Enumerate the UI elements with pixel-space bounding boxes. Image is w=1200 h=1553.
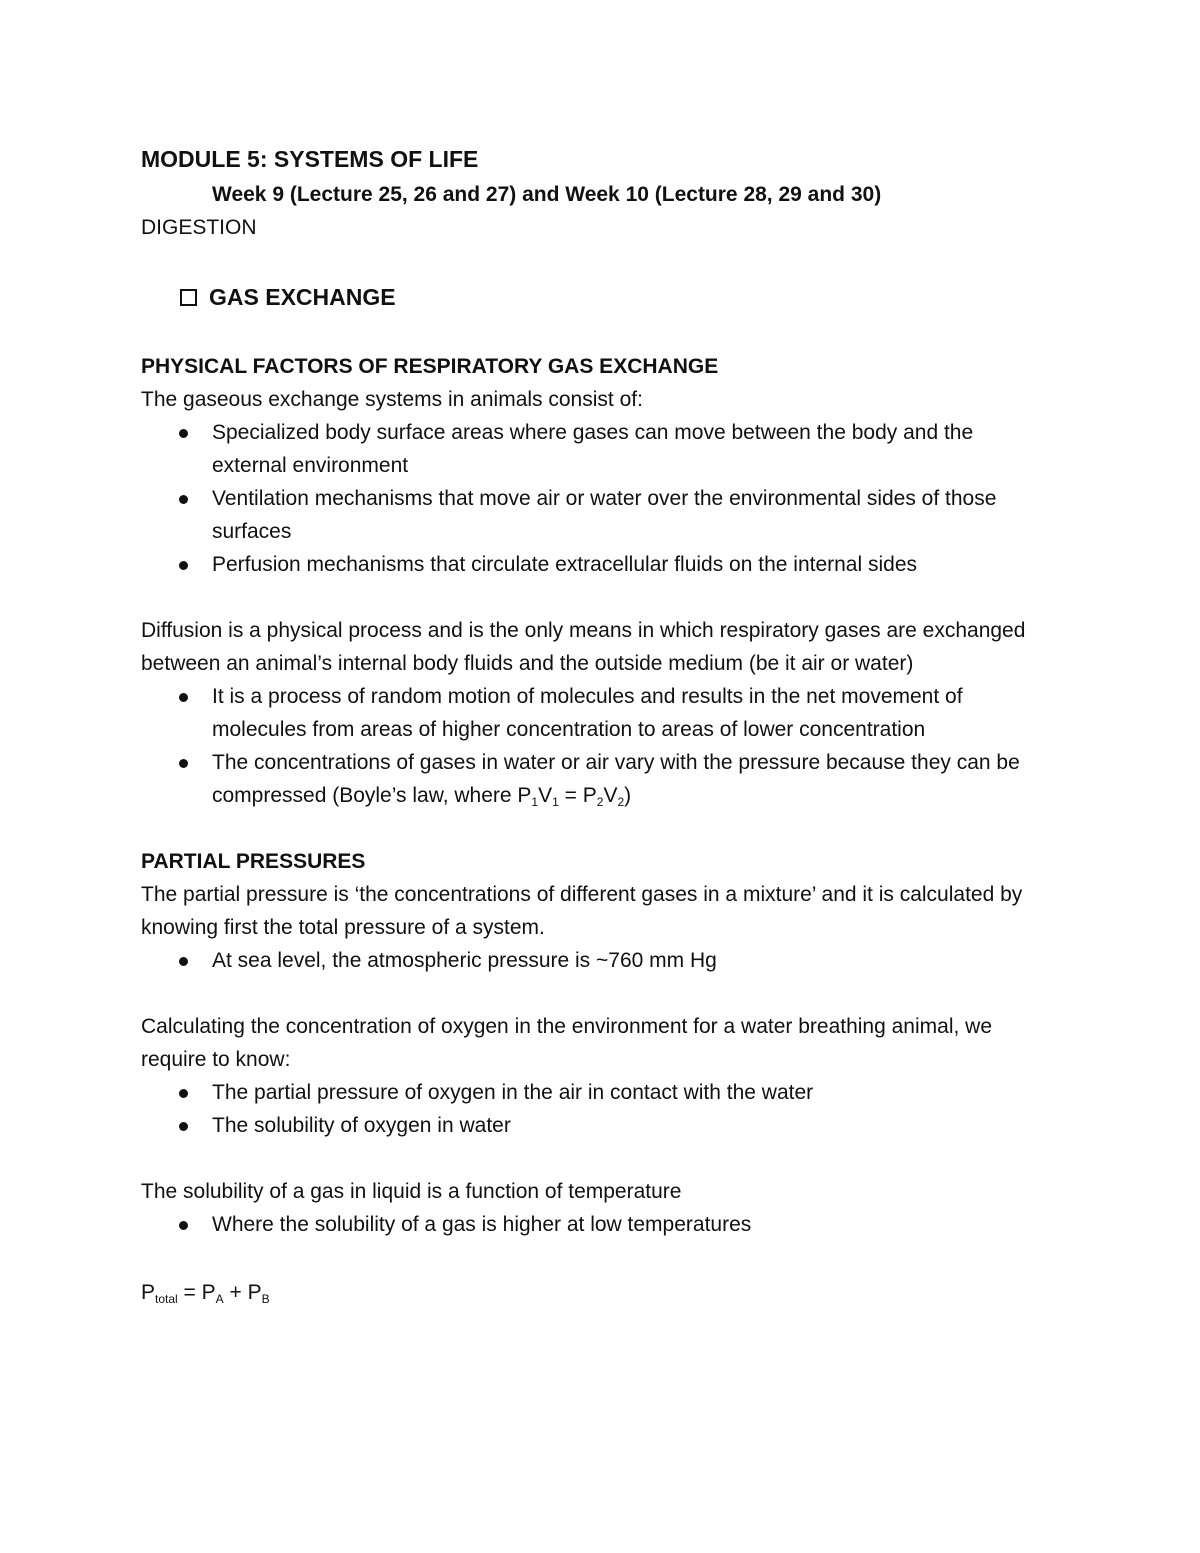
list-item-continuation: external environment: [212, 454, 409, 477]
page-title: MODULE 5: SYSTEMS OF LIFE: [141, 146, 479, 172]
bullet-icon: [179, 429, 188, 438]
bullet-icon: [179, 561, 188, 570]
bullet-icon: [179, 1122, 188, 1131]
bullet-icon: [179, 693, 188, 702]
heading-partial-pressures: PARTIAL PRESSURES: [141, 850, 366, 873]
list-item: Where the solubility of a gas is higher at low temperatures: [212, 1213, 752, 1236]
oxygen-paragraph-line-1: Calculating the concentration of oxygen in the environment for a water breathing animal, we: [141, 1015, 992, 1038]
bullet-icon: [179, 1221, 188, 1230]
partial-paragraph-line-1: The partial pressure is ‘the concentrations of different gases in a mixture’ and it is calculated by: [141, 883, 1023, 906]
checkbox-icon: [180, 289, 197, 306]
list-item: The partial pressure of oxygen in the air in contact with the water: [212, 1081, 814, 1104]
diffusion-paragraph-line-1: Diffusion is a physical process and is the only means in which respiratory gases are exchanged: [141, 619, 1026, 642]
week-subtitle: Week 9 (Lecture 25, 26 and 27) and Week 10 (Lecture 28, 29 and 30): [212, 183, 882, 206]
topic-label: DIGESTION: [141, 216, 257, 239]
list-item-continuation: surfaces: [212, 520, 292, 543]
list-item: At sea level, the atmospheric pressure is ~760 mm Hg: [212, 949, 717, 972]
list-item-continuation: molecules from areas of higher concentration to areas of lower concentration: [212, 718, 926, 741]
physical-intro: The gaseous exchange systems in animals consist of:: [141, 388, 643, 411]
list-item: Ventilation mechanisms that move air or water over the environmental sides of those: [212, 487, 997, 510]
partial-paragraph-line-2: knowing first the total pressure of a system.: [141, 916, 545, 939]
boyles-law-line: compressed (Boyle’s law, where $P_1V_1 = P_2V_2$): [212, 784, 632, 809]
list-item: It is a process of random motion of molecules and results in the net movement of: [212, 685, 963, 708]
total-pressure-formula: $P_{total} = P_A + P_B$: [141, 1281, 270, 1306]
section-title: GAS EXCHANGE: [209, 284, 396, 310]
list-item: Specialized body surface areas where gases can move between the body and the: [212, 421, 974, 444]
heading-physical-factors: PHYSICAL FACTORS OF RESPIRATORY GAS EXCHANGE: [141, 355, 719, 378]
list-item: Perfusion mechanisms that circulate extracellular fluids on the internal sides: [212, 553, 918, 576]
bullet-icon: [179, 759, 188, 768]
solubility-paragraph: The solubility of a gas in liquid is a function of temperature: [141, 1180, 682, 1203]
bullet-icon: [179, 1089, 188, 1098]
list-item: The solubility of oxygen in water: [212, 1114, 511, 1137]
section-heading-gas-exchange: [180, 281, 396, 314]
oxygen-paragraph-line-2: require to know:: [141, 1048, 291, 1071]
list-item: The concentrations of gases in water or air vary with the pressure because they can be: [212, 751, 1020, 774]
diffusion-paragraph-line-2: between an animal’s internal body fluids and the outside medium (be it air or water): [141, 652, 914, 675]
bullet-icon: [179, 495, 188, 504]
bullet-icon: [179, 957, 188, 966]
